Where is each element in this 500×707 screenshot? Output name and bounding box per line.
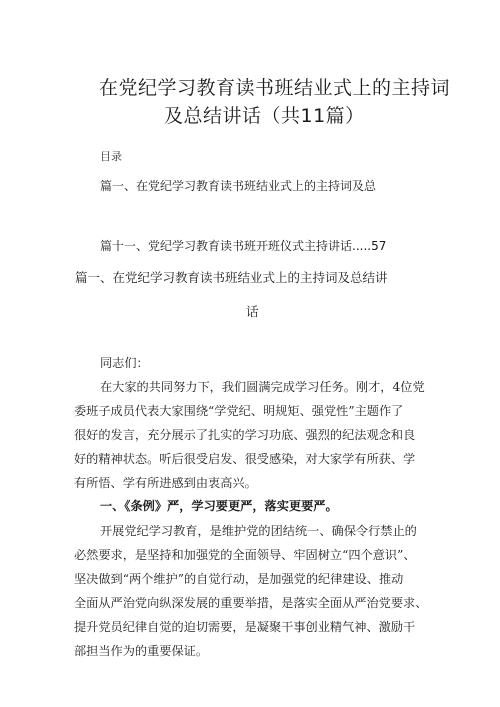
paragraph-1-line-3: 很好的发言，充分展示了扎实的学习功底、强烈的纪法观念和良 bbox=[74, 428, 416, 442]
section-heading-line-1: 篇一、在党纪学习教育读书班结业式上的主持词及总结讲 bbox=[75, 270, 388, 285]
document-title-line-1: 在党纪学习教育读书班结业式上的主持词 bbox=[99, 77, 451, 99]
paragraph-2-line-3: 坚决做到“两个维护”的自觉行动，是加强党的纪律建设、推动 bbox=[74, 572, 404, 586]
subheading-1: 一、《条例》严，学习要更严，落实更要严。 bbox=[100, 499, 338, 513]
paragraph-2-line-6: 部担当作为的重要保证。 bbox=[74, 644, 209, 658]
paragraph-2-line-1: 开展党纪学习教育，是维护党的团结统一、确保令行禁止的 bbox=[100, 524, 417, 538]
paragraph-1-line-2: 委班子成员代表大家围绕“学党纪、明规矩、强党性”主题作了 bbox=[74, 404, 404, 418]
toc-item-2[interactable]: 篇十一、党纪学习教育读书班开班仪式主持讲话.....57 bbox=[100, 239, 387, 253]
paragraph-2-line-2: 必然要求，是坚持和加强党的全面领导、牢固树立“四个意识”、 bbox=[74, 548, 416, 562]
toc-item-1[interactable]: 篇一、在党纪学习教育读书班结业式上的主持词及总 bbox=[100, 179, 377, 193]
paragraph-1-line-4: 好的精神状态。听后很受启发、很受感染，对大家学有所获、学 bbox=[74, 452, 416, 466]
section-heading-line-2: 话 bbox=[246, 304, 259, 319]
document-title-line-2: 及总结讲话（共11篇） bbox=[164, 105, 365, 127]
paragraph-1-line-5: 有所悟、学有所进感到由衷高兴。 bbox=[74, 476, 257, 490]
salutation: 同志们： bbox=[100, 356, 149, 370]
toc-label: 目录 bbox=[100, 150, 122, 163]
paragraph-2-line-5: 提升党员纪律自觉的迫切需要，是凝聚干事创业精气神、激励干 bbox=[74, 620, 416, 634]
paragraph-1-line-1: 在大家的共同努力下，我们圆满完成学习任务。刚才，4位党 bbox=[100, 380, 425, 394]
paragraph-2-line-4: 全面从严治党向纵深发展的重要举措，是落实全面从严治党要求、 bbox=[74, 596, 428, 610]
